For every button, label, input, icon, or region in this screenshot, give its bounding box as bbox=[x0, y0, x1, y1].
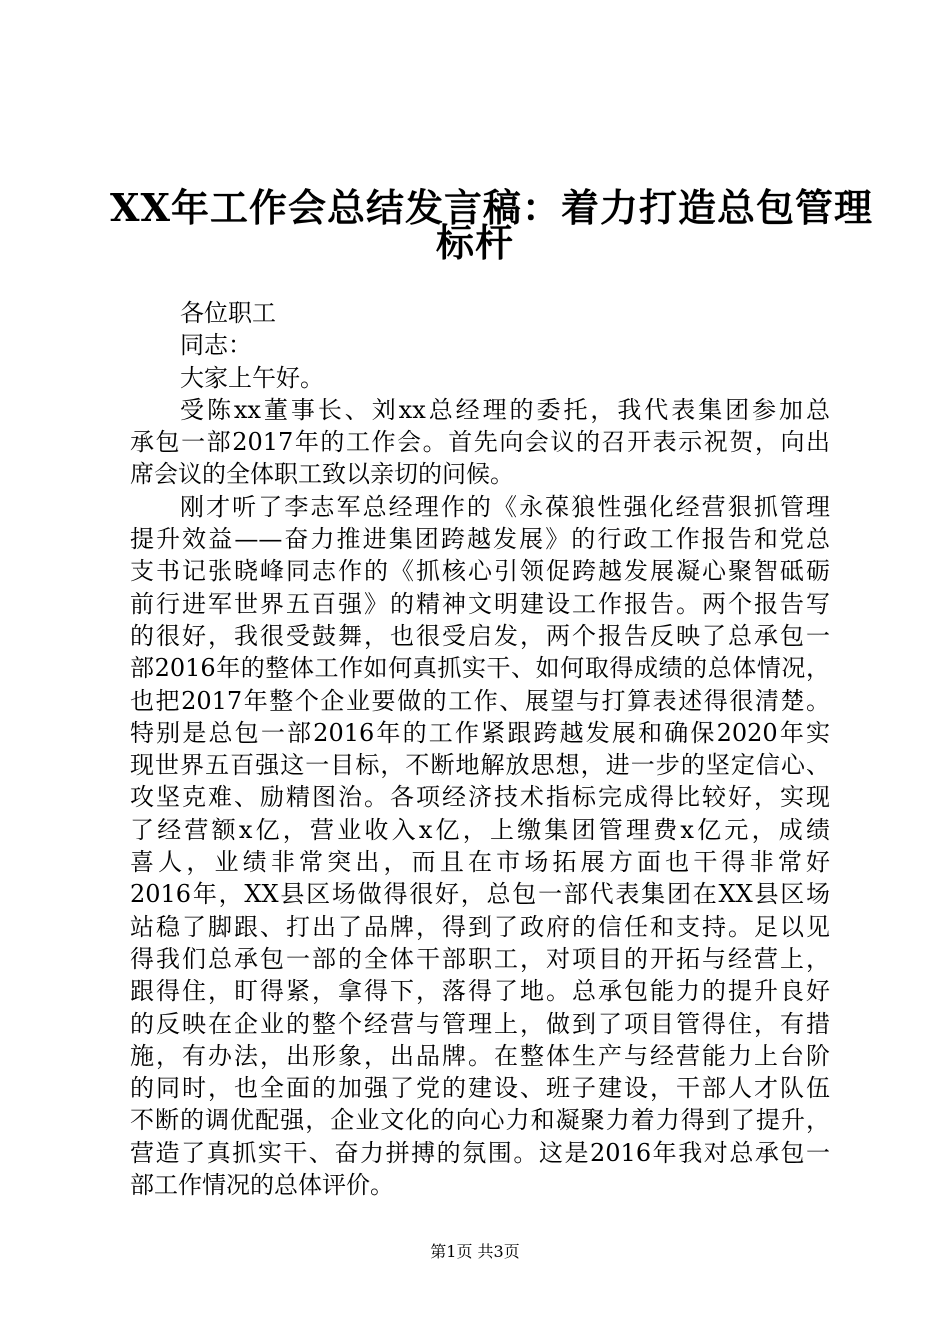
paragraph-line: 的反映在企业的整个经营与管理上，做到了项目管得住，有措 bbox=[130, 1009, 830, 1038]
paragraph-line: 承包一部2017年的工作会。首先向会议的召开表示祝贺，向出 bbox=[130, 428, 830, 457]
paragraph-line: 营造了真抓实干、奋力拼搏的氛围。这是2016年我对总承包一 bbox=[130, 1138, 830, 1167]
paragraph-line: 2016年，XX县区场做得很好，总包一部代表集团在XX县区场 bbox=[130, 880, 830, 909]
paragraph-line: 也把2017年整个企业要做的工作、展望与打算表述得很清楚。 bbox=[130, 686, 830, 715]
paragraph-line: 的同时，也全面的加强了党的建设、班子建设，干部人才队伍 bbox=[130, 1074, 830, 1103]
salutation-line: 同志： bbox=[180, 331, 252, 360]
paragraph-line: 喜人，业绩非常突出，而且在市场拓展方面也干得非常好 bbox=[130, 848, 830, 877]
greeting-line: 大家上午好。 bbox=[180, 363, 324, 392]
paragraph-line: 前行进军世界五百强》的精神文明建设工作报告。两个报告写 bbox=[130, 589, 830, 618]
paragraph-line: 部2016年的整体工作如何真抓实干、如何取得成绩的总体情况， bbox=[130, 654, 830, 683]
paragraph-line: 支书记张晓峰同志作的《抓核心引领促跨越发展凝心聚智砥砺 bbox=[130, 557, 830, 586]
document-title-line-1: XX年工作会总结发言稿：着力打造总包管理 bbox=[110, 185, 873, 230]
paragraph-line: 特别是总包一部2016年的工作紧跟跨越发展和确保2020年实 bbox=[130, 718, 830, 747]
paragraph-line: 攻坚克难、励精图治。各项经济技术指标完成得比较好，实现 bbox=[130, 783, 830, 812]
paragraph-line: 席会议的全体职工致以亲切的问候。 bbox=[130, 460, 514, 489]
document-body bbox=[130, 297, 830, 1201]
paragraph-line: 得我们总承包一部的全体干部职工，对项目的开拓与经营上， bbox=[130, 944, 830, 973]
paragraph-line: 跟得住，盯得紧，拿得下，落得了地。总承包能力的提升良好 bbox=[130, 977, 830, 1006]
paragraph-line: 了经营额x亿，营业收入x亿，上缴集团管理费x亿元，成绩 bbox=[130, 815, 830, 844]
paragraph-line: 的很好，我很受鼓舞，也很受启发，两个报告反映了总承包一 bbox=[130, 621, 830, 650]
page-number-footer: 第1页 共3页 bbox=[430, 1242, 520, 1261]
paragraph-line: 提升效益——奋力推进集团跨越发展》的行政工作报告和党总 bbox=[130, 525, 830, 554]
paragraph-line: 部工作情况的总体评价。 bbox=[130, 1171, 394, 1200]
paragraph-line: 受陈xx董事长、刘xx总经理的委托，我代表集团参加总 bbox=[180, 395, 830, 424]
paragraph-line: 不断的调优配强，企业文化的向心力和凝聚力着力得到了提升， bbox=[130, 1106, 830, 1135]
paragraph-line: 现世界五百强这一目标，不断地解放思想，进一步的坚定信心、 bbox=[130, 751, 830, 780]
paragraph-line: 站稳了脚跟、打出了品牌，得到了政府的信任和支持。足以见 bbox=[130, 912, 830, 941]
document-title-line-2: 标杆 bbox=[435, 220, 514, 265]
paragraph-line: 施，有办法，出形象，出品牌。在整体生产与经营能力上台阶 bbox=[130, 1041, 830, 1070]
paragraph-line: 刚才听了李志军总经理作的《永葆狼性强化经营狠抓管理 bbox=[180, 492, 830, 521]
salutation-line: 各位职工 bbox=[180, 299, 276, 327]
